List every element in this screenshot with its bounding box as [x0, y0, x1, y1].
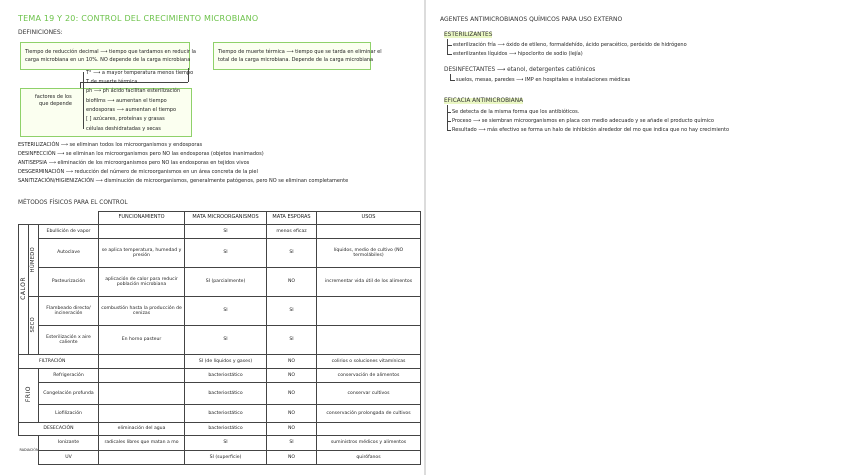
cell: NO — [267, 268, 317, 297]
table-row — [19, 239, 421, 268]
cell — [317, 297, 421, 326]
table-row — [19, 326, 421, 355]
cell: NO — [267, 369, 317, 383]
definition-desgerminacion: DESGERMINACIÓN ⟶ reducción del número de microorganismos en un área concreta de la piel — [18, 169, 258, 175]
cell: bacteriostático — [185, 383, 267, 405]
esterilizante-item: esterilización fría ⟶ óxido de etileno, formaldehído, ácido peracético, peróxido de hidrógeno — [453, 42, 687, 48]
cell: NO — [267, 355, 317, 369]
definition-sanitizacion: SANITIZACIÓN/HIGIENIZACIÓN ⟶ disminución de microorganismos, generalmente patógenos, pero NO se eliminan completamente — [18, 178, 349, 184]
table-row — [19, 436, 421, 451]
tree-connector — [447, 105, 448, 131]
group-label: HÚMEDO — [29, 246, 36, 272]
tree-connector — [447, 54, 452, 55]
cell: combustión hasta la producción de cenizas — [99, 297, 185, 326]
cell: SI — [267, 239, 317, 268]
row-name: FILTRACIÓN — [19, 355, 99, 369]
cell: menos eficaz — [267, 225, 317, 239]
cell: SI — [185, 239, 267, 268]
note-box-reduccion — [20, 42, 196, 70]
factores-label: factores de los — [35, 94, 72, 100]
group-label: SECO — [29, 316, 36, 332]
table-row — [19, 451, 421, 465]
cell: radicales libres que matan a mo — [99, 436, 185, 451]
cell: conservar cultivos — [317, 383, 421, 405]
cell — [317, 225, 421, 239]
cell — [99, 225, 185, 239]
cell: NO — [267, 405, 317, 423]
cell: incrementar vida útil de los alimentos — [317, 268, 421, 297]
tree-connector — [447, 130, 451, 131]
note-line: total de la carga microbiana. Depende de la carga microbiana — [218, 57, 374, 63]
cell: NO — [267, 451, 317, 465]
cell: SI (de líquidos y gases) — [185, 355, 267, 369]
eficacia-item: Resultado ⟶ más efectivo se forma un halo de inhibición alrededor del mo que indica que no hay crecimiento — [452, 127, 730, 133]
tree-connector — [447, 112, 451, 113]
cell: SI (parcialmente) — [185, 268, 267, 297]
col-header: USOS — [317, 212, 421, 225]
cell: SI — [185, 225, 267, 239]
cell: SI — [185, 436, 267, 451]
cell — [317, 326, 421, 355]
cell: NO — [267, 423, 317, 436]
definition-antisepsia: ANTISEPSIA ⟶ eliminación de los microorganismos pero NO las endosporas en tejidos vivos — [18, 160, 250, 166]
group-radiacion: RADIACIÓN — [19, 447, 39, 452]
table-row — [19, 405, 421, 423]
group-humedo — [29, 225, 39, 297]
cell: conservación prolongada de cultivos — [317, 405, 421, 423]
definiciones-heading: DEFINICIONES: — [18, 29, 63, 36]
right-page — [426, 0, 848, 475]
cell: SI (superficie) — [185, 451, 267, 465]
cell — [99, 405, 185, 423]
note-box-muerte — [213, 42, 382, 70]
desinfectante-item: suelos, mesas, paredes ⟶ IMP en hospitales e instalaciones médicas — [456, 77, 631, 83]
row-name: Esterilización x aire caliente — [39, 326, 99, 355]
row-name: Autoclave — [39, 239, 99, 268]
cell: eliminación del agua — [99, 423, 185, 436]
metodos-heading: MÉTODOS FÍSICOS PARA EL CONTROL — [18, 200, 128, 206]
cell: bacteriostático — [185, 423, 267, 436]
definition-desinfeccion: DESINFECCIÓN ⟶ se eliminan los microorganismos pero NO las endosporas (objetos inanimados) — [18, 151, 264, 157]
factor-item: biofilms ⟶ aumentan el tiempo — [86, 98, 167, 104]
cell: En horno pasteur — [99, 326, 185, 355]
row-name: Ionizante — [39, 436, 99, 451]
esterilizantes-heading: ESTERILIZANTES — [444, 32, 493, 38]
brace — [83, 72, 84, 129]
right-title: AGENTES ANTIMICROBIANOS QUÍMICOS PARA USO EXTERNO — [440, 16, 623, 23]
col-header: FUNCIONAMIENTO — [99, 212, 185, 225]
table-row — [19, 268, 421, 297]
note-line: Tiempo de muerte térmica ⟶ tiempo que se tarda en eliminar el — [218, 49, 382, 55]
eficacia-item: Se detecta de la misma forma que los antibióticos. — [452, 109, 580, 115]
factor-item: [ ] azúcares, proteínas y grasas — [86, 116, 165, 122]
row-name: Refrigeración — [39, 369, 99, 383]
row-name: UV — [39, 451, 99, 465]
page-title: TEMA 19 Y 20: CONTROL DEL CRECIMIENTO MICROBIANO — [18, 14, 259, 23]
row-name: Liofilización — [39, 405, 99, 423]
cell: líquidos, medio de cultivo (NO termolábiles) — [317, 239, 421, 268]
table-row — [19, 383, 421, 405]
table-row — [19, 297, 421, 326]
cell — [99, 383, 185, 405]
factores-label: que depende — [39, 101, 72, 107]
table-row — [19, 355, 421, 369]
row-name: Flambeado directo/ incineración — [39, 297, 99, 326]
cell — [99, 355, 185, 369]
group-seco — [29, 297, 39, 355]
cell: aplicación de calor para reducir población microbiana — [99, 268, 185, 297]
table-row — [19, 369, 421, 383]
cell — [99, 369, 185, 383]
group-label: FRIO — [24, 386, 32, 403]
tree-connector — [447, 39, 448, 55]
cell: SI — [267, 326, 317, 355]
eficacia-item: Proceso ⟶ se siembran microorganismos en placa con medio adecuado y se añade el producto químico — [452, 118, 714, 124]
tree-connector — [447, 121, 451, 122]
cell: SI — [267, 436, 317, 451]
row-name: DESECACIÓN — [19, 423, 99, 436]
factor-item: células deshidratadas y secas — [86, 126, 161, 132]
cell: suministros médicos y alimentos — [317, 436, 421, 451]
definition-esterilizacion: ESTERILIZACIÓN ⟶ se eliminan todos los microorganismos y endosporas — [18, 142, 203, 148]
tree-connector — [450, 80, 455, 81]
factor-item: ph ⟶ ph ácido facilitan esterilización — [86, 88, 181, 94]
cell: NO — [267, 383, 317, 405]
cell: SI — [185, 326, 267, 355]
esterilizante-item: esterilizantes líquidos ⟶ hipoclorito de sodio (lejía) — [453, 51, 583, 57]
cell: bacteriostático — [185, 369, 267, 383]
group-calor — [19, 225, 29, 355]
cell — [99, 451, 185, 465]
col-header: MATA MICROORGANISMOS — [185, 212, 267, 225]
factor-item: T de muerte térmica — [86, 79, 138, 85]
eficacia-heading: EFICACIA ANTIMICROBIANA — [444, 98, 524, 104]
cell: SI — [267, 297, 317, 326]
col-header: MATA ESPORAS — [267, 212, 317, 225]
note-line: Tiempo de reducción decimal ⟶ tiempo que tardamos en reducir la — [25, 49, 196, 55]
note-line: carga microbiana en un 10%. NO depende de la carga microbiana — [25, 57, 191, 63]
factor-item: T° ⟶ a mayor temperatura menos tiempo — [86, 70, 194, 76]
row-name: Congelación profunda — [39, 383, 99, 405]
cell: conservación de alimentos — [317, 369, 421, 383]
cell: quirófanos — [317, 451, 421, 465]
cell: bacteriostático — [185, 405, 267, 423]
row-name: Ebullición de vapor — [39, 225, 99, 239]
table-row — [19, 423, 421, 436]
cell: SI — [185, 297, 267, 326]
cell — [317, 423, 421, 436]
tree-connector — [447, 45, 452, 46]
group-frio — [19, 369, 39, 423]
row-name: Pasteurización — [39, 268, 99, 297]
desinfectantes-heading: DESINFECTANTES ⟶ etanol, detergentes catiónicos — [444, 67, 596, 73]
cell: se aplica temperatura, humedad y presión — [99, 239, 185, 268]
metodos-table — [18, 211, 421, 465]
group-label: CALOR — [19, 276, 27, 300]
table-row — [19, 225, 421, 239]
factor-item: endosporas ⟶ aumentan el tiempo — [86, 107, 177, 113]
cell: colirios o soluciones vitamínicas — [317, 355, 421, 369]
